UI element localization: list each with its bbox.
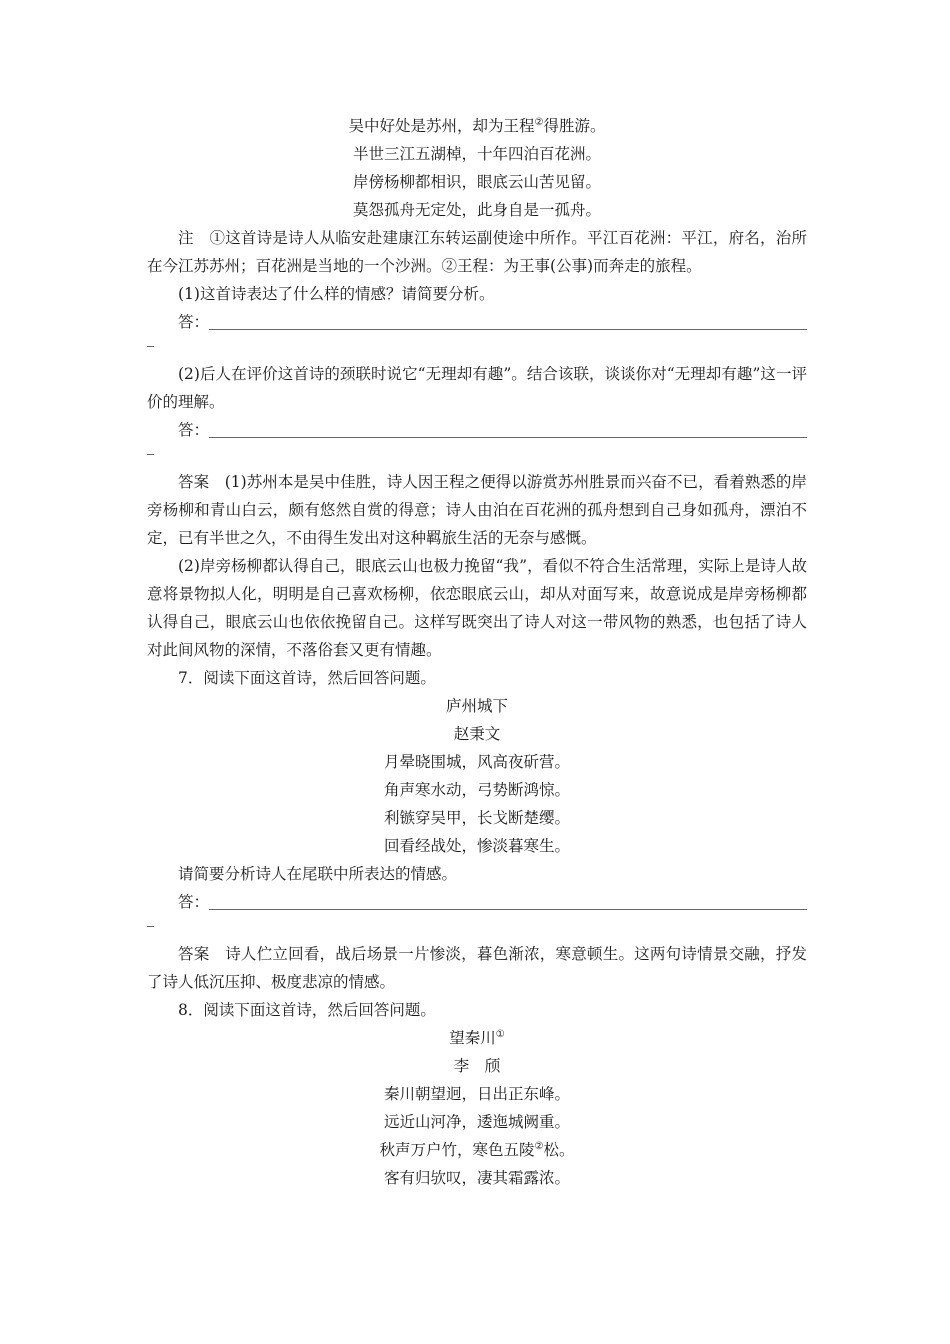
question-7-prompt: 7．阅读下面这首诗，然后回答问题。 [178,669,436,687]
poem1-line-1 [147,112,807,140]
answer-rule [209,909,807,910]
footnote-marker: ② [534,1141,544,1152]
answer-stub [147,444,807,468]
poem3-title [147,1024,807,1052]
answer-rule [209,329,807,330]
footnote-marker: ① [495,1029,505,1040]
poem1-note: 注 ①这首诗是诗人从临安赴建康江东转运副使途中所作。平江百花洲：平江，府名，治所在今江苏苏州；百花洲是当地的一个沙洲。②王程：为王事(公事)而奔走的旅程。 [147,229,807,275]
poem-text: 吴中好处是苏州，却为王程 [348,117,535,135]
answer-label: 答： [178,893,210,911]
poem-text: 岸傍杨柳都相识，眼底云山苦见留。 [352,173,601,191]
answer-label: 答： [178,313,210,331]
poem2-line-1: 月晕晓围城，风高夜斫营。 [383,753,570,771]
poem-text: 客有归欤叹，凄其霜露浓。 [383,1169,570,1187]
poem-text: 松。 [543,1141,575,1159]
question-7: 请简要分析诗人在尾联中所表达的情感。 [178,865,458,883]
poem1-line-3 [147,168,807,196]
poem1-line-4 [147,196,807,224]
poem-text: 半世三江五湖棹，十年四泊百花洲。 [352,145,601,163]
question-8-prompt: 8．阅读下面这首诗，然后回答问题。 [178,1001,436,1019]
poem-text: 远近山河净，逶迤城阙重。 [383,1113,570,1131]
poem-text: 莫怨孤舟无定处，此身自是一孤舟。 [352,201,601,219]
poem3-line-4 [147,1164,807,1192]
poem-text: 得胜游。 [543,117,606,135]
answer-blank-2[interactable] [147,416,807,444]
question-2: (2)后人在评价这首诗的颈联时说它“无理却有趣”。结合该联，谈谈你对“无理却有趣”这一评价的理解。 [147,365,807,411]
poem1-line-2 [147,140,807,168]
poem3-line-2 [147,1108,807,1136]
footnote-marker: ② [534,117,544,128]
question-1: (1)这首诗表达了什么样的情感？请简要分析。 [178,285,495,303]
poem-text: 秦川朝望迥，日出正东峰。 [383,1085,570,1103]
poem1-body [147,112,807,224]
answer-7: 答案 诗人伫立回看，战后场景一片惨淡，暮色渐浓，寒意顿生。这两句诗情景交融，抒发了诗人低沉压抑、极度悲凉的情感。 [147,945,807,991]
answer-2: (2)岸旁杨柳都认得自己，眼底云山也极力挽留“我”，看似不符合生活常理，实际上是诗人故意将景物拟人化，明明是自己喜欢杨柳，依恋眼底云山，却从对面写来，故意说成是岸旁杨柳都认得自己，眼底云山也依依挽留自己。这样写既突出了诗人对这一带风物的熟悉，也包括了诗人对此间风物的深情，不落俗套又更有情趣。 [147,557,807,659]
answer-label: 答： [178,421,210,439]
document-page [147,112,807,1192]
poem-text: 秋声万户竹，寒色五陵 [379,1141,535,1159]
poem2-line-2: 角声寒水动，弓势断鸿惊。 [383,781,570,799]
poem2-line-3: 利镞穿吴甲，长戈断楚缨。 [383,809,570,827]
answer-rule [209,437,807,438]
poem-title-text: 望秦川 [449,1029,496,1047]
poem2-line-4: 回看经战处，惨淡暮寒生。 [383,837,570,855]
answer-stub [147,336,807,360]
poem3-line-1 [147,1080,807,1108]
poem2-title: 庐州城下 [445,697,508,715]
poem3-author: 李 颀 [453,1057,501,1075]
answer-blank-1[interactable] [147,308,807,336]
answer-1: 答案 (1)苏州本是吴中佳胜，诗人因王程之便得以游赏苏州胜景而兴奋不已，看着熟悉的岸旁杨柳和青山白云，颇有悠然自赏的得意；诗人由泊在百花洲的孤舟想到自己身如孤舟，漂泊不定，已有半世之久，不由得生发出对这种羁旅生活的无奈与感慨。 [147,473,807,547]
poem3-line-3 [147,1136,807,1164]
answer-stub [147,916,807,940]
answer-blank-7[interactable] [147,888,807,916]
poem2-author: 赵秉文 [453,725,501,743]
